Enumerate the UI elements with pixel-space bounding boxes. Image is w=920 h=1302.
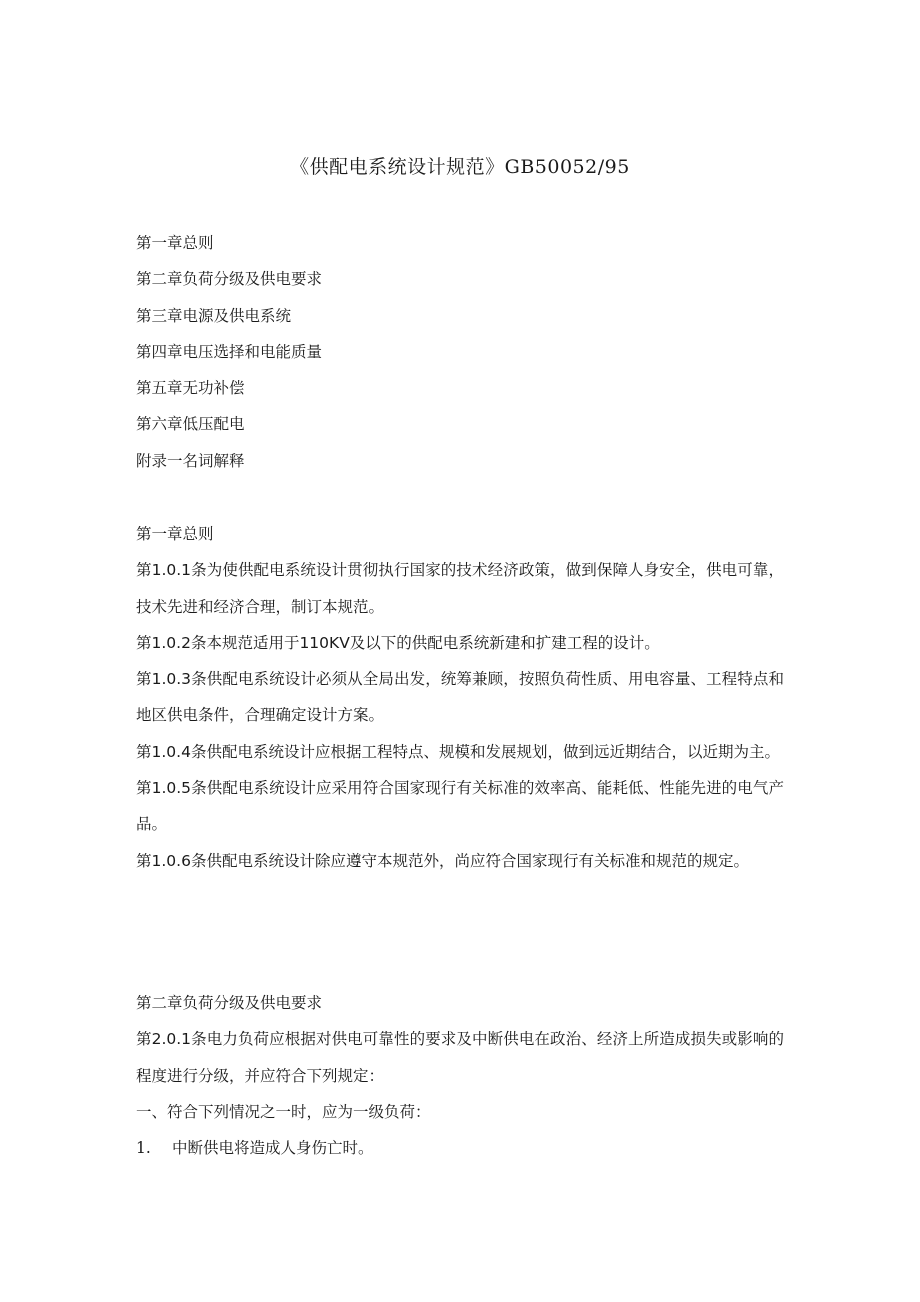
sub-item-number: 1.: [136, 1139, 151, 1158]
document-title: 《供配电系统设计规范》GB50052/95: [290, 156, 630, 178]
article-1-0-5: 第1.0.5条供配电系统设计应采用符合国家现行有关标准的效率高、能耗低、性能先进的电气产品。: [136, 779, 784, 834]
toc-item-chapter-2: 第二章负荷分级及供电要求: [136, 270, 323, 289]
article-1-0-4: 第1.0.4条供配电系统设计应根据工程特点、规模和发展规划，做到远近期结合，以近期为主。: [136, 742, 780, 761]
sub-item-1: [136, 1130, 784, 1166]
table-of-contents: [136, 225, 784, 479]
article-1-0-6: 第1.0.6条供配电系统设计除应遵守本规范外，尚应符合国家现行有关标准和规范的规定。: [136, 851, 749, 870]
chapter-2-section: [136, 985, 784, 1166]
toc-item-chapter-5: 第五章无功补偿: [136, 379, 245, 398]
sub-item-text: 中断供电将造成人身伤亡时。: [172, 1139, 374, 1158]
clause-item-one: 一、符合下列情况之一时，应为一级负荷：: [136, 1102, 431, 1121]
article-2-0-1: 第2.0.1条电力负荷应根据对供电可靠性的要求及中断供电在政治、经济上所造成损失或影响的程度进行分级，并应符合下列规定：: [136, 1030, 784, 1085]
article-1-0-2: 第1.0.2条本规范适用于110KV及以下的供配电系统新建和扩建工程的设计。: [136, 633, 660, 652]
chapter-1-section: [136, 516, 784, 879]
toc-item-chapter-4: 第四章电压选择和电能质量: [136, 342, 323, 361]
toc-item-appendix-1: 附录一名词解释: [136, 451, 245, 470]
chapter-1-heading: 第一章总则: [136, 525, 214, 543]
article-1-0-3: 第1.0.3条供配电系统设计必须从全局出发，统筹兼顾，按照负荷性质、用电容量、工程特点和地区供电条件，合理确定设计方案。: [136, 670, 784, 725]
chapter-2-heading: 第二章负荷分级及供电要求: [136, 994, 323, 1012]
toc-item-chapter-6: 第六章低压配电: [136, 415, 245, 434]
article-1-0-1: 第1.0.1条为使供配电系统设计贯彻执行国家的技术经济政策，做到保障人身安全，供电可靠，技术先进和经济合理，制订本规范。: [136, 561, 784, 616]
toc-item-chapter-3: 第三章电源及供电系统: [136, 306, 292, 325]
toc-item-chapter-1: 第一章总则: [136, 234, 214, 252]
